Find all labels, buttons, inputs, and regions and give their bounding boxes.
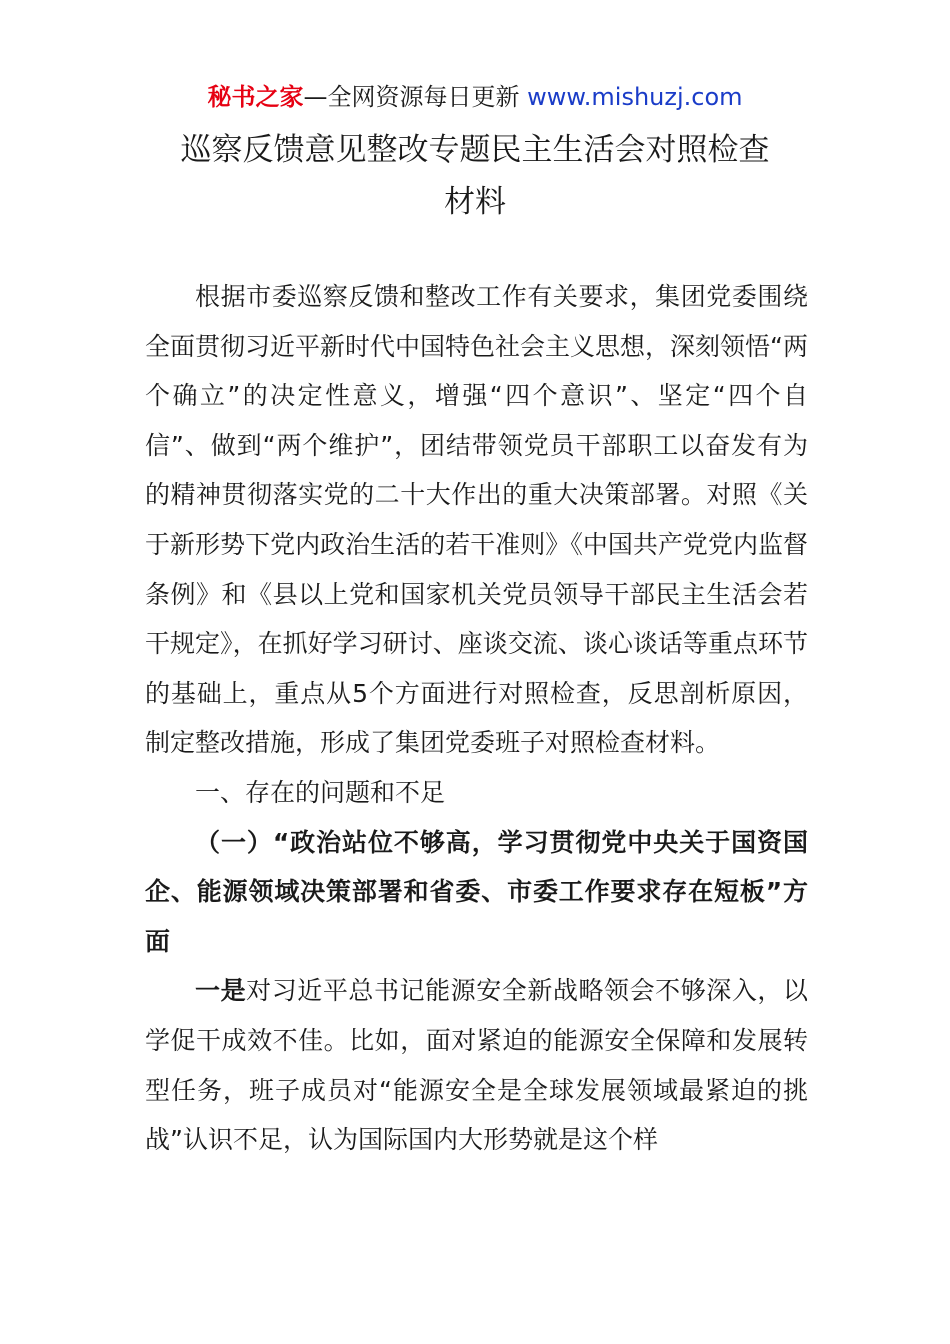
title-line-1: 巡察反馈意见整改专题民主生活会对照检查 — [180, 132, 770, 168]
site-url-link[interactable]: www.mishuzj.com — [527, 83, 743, 111]
site-header — [0, 80, 950, 114]
point-text: 对习近平总书记能源安全新战略领会不够深入，以学促干成效不佳。比如，面对紧迫的能源安全保障和发展转型任务，班子成员对“能源安全是全球发展领域最紧迫的挑战”认识不足，认为国际国内大形势就是这个样 — [145, 976, 808, 1155]
section-heading: 一、存在的问题和不足 — [195, 777, 446, 807]
title-line-2: 材料 — [444, 184, 506, 220]
point-lead: 一是 — [195, 976, 247, 1006]
site-slogan: —全网资源每日更新 — [303, 83, 520, 111]
document-body — [145, 272, 808, 1165]
point-paragraph — [145, 966, 808, 1164]
brand-name: 秘书之家 — [207, 83, 304, 111]
subsection-heading: （一）“政治站位不够高，学习贯彻党中央关于国资国企、能源领域决策部署和省委、市委工作要求存在短板”方面 — [145, 827, 808, 956]
document-title — [120, 124, 830, 228]
intro-paragraph: 根据市委巡察反馈和整改工作有关要求，集团党委围绕全面贯彻习近平新时代中国特色社会主义思想，深刻领悟“两个确立”的决定性意义，增强“四个意识”、坚定“四个自信”、做到“两个维护”，团结带领党员干部职工以奋发有为的精神贯彻落实党的二十大作出的重大决策部署。对照《关于新形势下党内政治生活的若干准则》《中国共产党党内监督条例》和《县以上党和国家机关党员领导干部民主生活会若干规定》，在抓好学习研讨、座谈交流、谈心谈话等重点环节的基础上，重点从5个方面进行对照检查，反思剖析原因，制定整改措施，形成了集团党委班子对照检查材料。 — [145, 282, 808, 758]
